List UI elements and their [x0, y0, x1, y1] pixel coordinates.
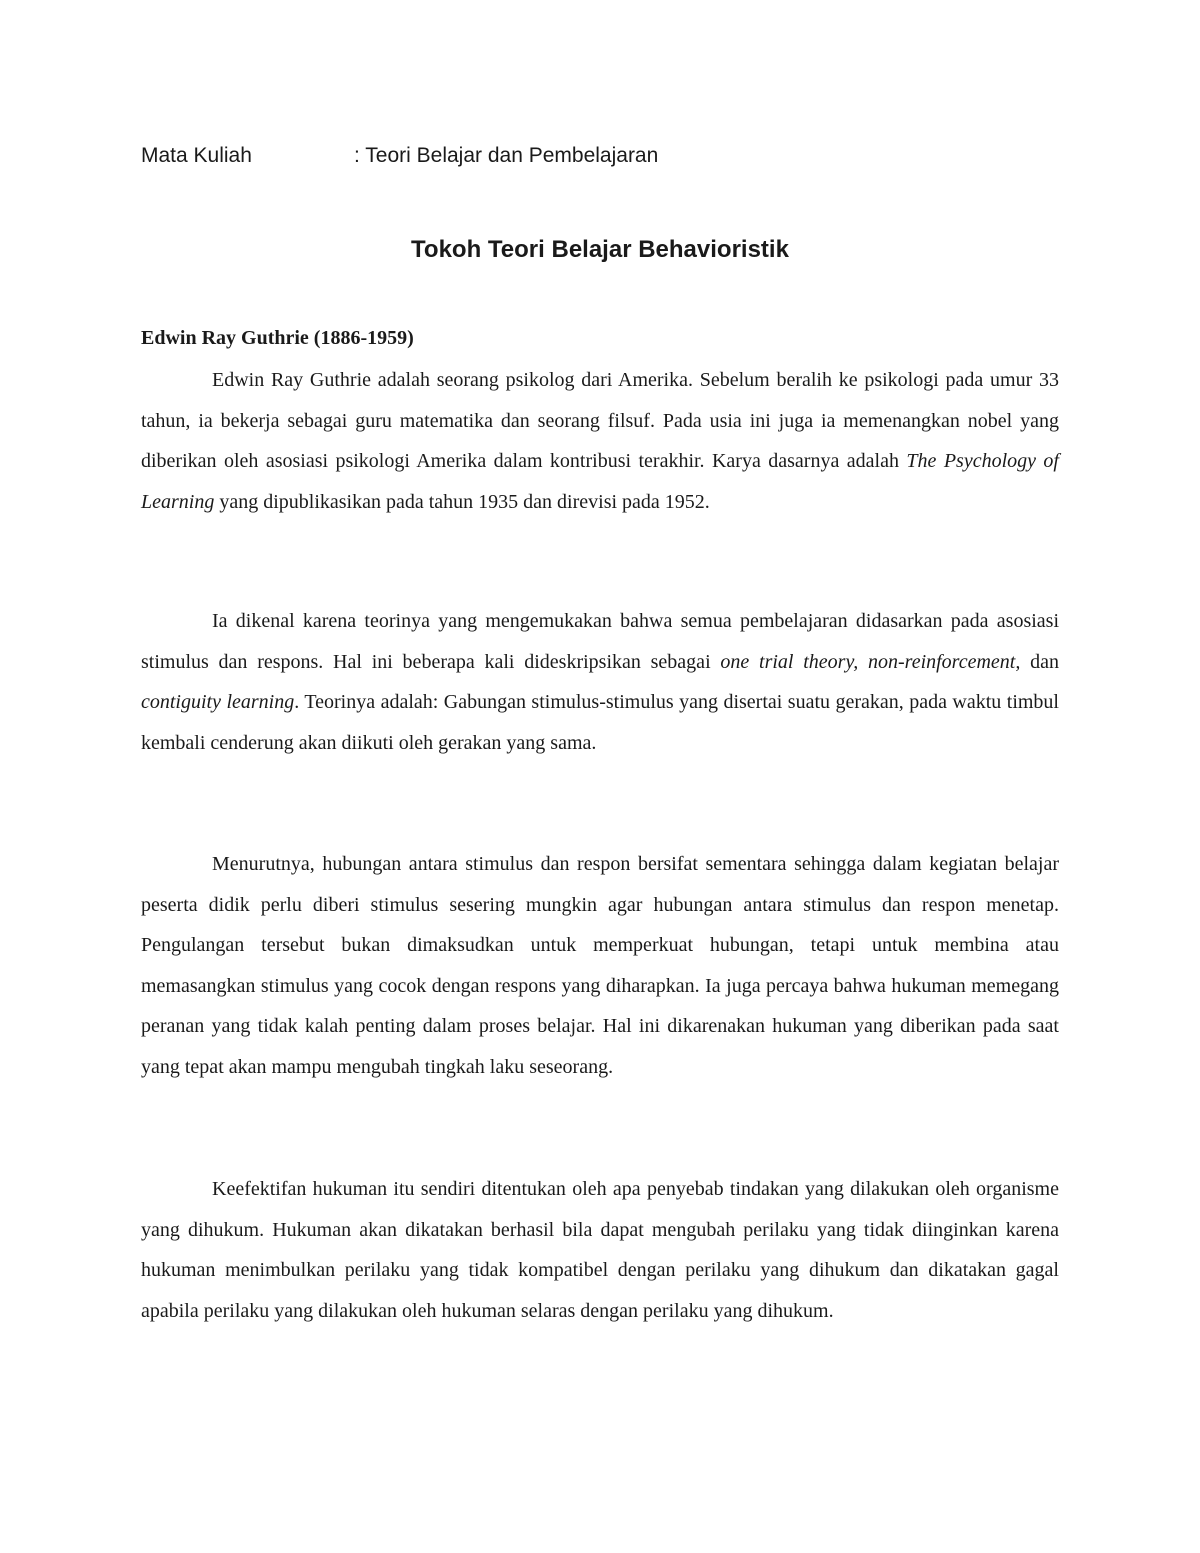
paragraph-1-text-a: Edwin Ray Guthrie adalah seorang psikolog dari Amerika. Sebelum beralih ke psikologi pada umur 33 tahun, ia bekerja sebagai guru matematika dan seorang filsuf. Pada usia ini juga ia memenangkan nobel yang diberikan oleh asosiasi psikologi Amerika dalam kontribusi terakhir. Karya dasarnya adalah [141, 369, 1059, 472]
term-contiguity-learning: contiguity learning [141, 691, 295, 713]
course-value: : Teori Belajar dan Pembelajaran [354, 144, 659, 167]
paragraph-2-text-b: dan [1020, 650, 1059, 673]
paragraph-1 [141, 360, 1059, 522]
course-label: Mata Kuliah [141, 144, 252, 167]
document-title: Tokoh Teori Belajar Behavioristik [411, 236, 789, 263]
book-title: The Psychology of Learning [141, 450, 1059, 513]
course-header [141, 142, 658, 170]
paragraph-2-text-a: Ia dikenal karena teorinya yang mengemukakan bahwa semua pembelajaran didasarkan pada asosiasi stimulus dan respons. Hal ini beberapa kali dideskripsikan sebagai [141, 610, 1059, 673]
paragraph-3: Menurutnya, hubungan antara stimulus dan respon bersifat sementara sehingga dalam kegiatan belajar peserta didik perlu diberi stimulus sesering mungkin agar hubungan antara stimulus dan respon menetap. Pengulangan tersebut bukan dimaksudkan untuk memperkuat hubungan, tetapi untuk membina atau memasangkan stimulus yang cocok dengan respons yang diharapkan. Ia juga percaya bahwa hukuman memegang peranan yang tidak kalah penting dalam proses belajar. Hal ini dikarenakan hukuman yang diberikan pada saat yang tepat akan mampu mengubah tingkah laku seseorang. [141, 853, 1059, 1078]
paragraph-2 [141, 601, 1059, 763]
term-one-trial-theory: one trial theory, non-reinforcement, [720, 650, 1021, 673]
paragraph-4: Keefektifan hukuman itu sendiri ditentukan oleh apa penyebab tindakan yang dilakukan oleh organisme yang dihukum. Hukuman akan dikatakan berhasil bila dapat mengubah perilaku yang tidak diinginkan karena hukuman menimbulkan perilaku yang tidak kompatibel dengan perilaku yang dihukum dan dikatakan gagal apabila perilaku yang dilakukan oleh hukuman selaras dengan perilaku yang dihukum. [141, 1178, 1059, 1322]
paragraph-1-text-b: yang dipublikasikan pada tahun 1935 dan direvisi pada 1952. [214, 490, 710, 513]
paragraph-2-text-c: . Teorinya adalah: Gabungan stimulus-stimulus yang disertai suatu gerakan, pada waktu timbul kembali cenderung akan diikuti oleh gerakan yang sama. [141, 691, 1059, 754]
section-heading: Edwin Ray Guthrie (1886-1959) [141, 327, 414, 349]
